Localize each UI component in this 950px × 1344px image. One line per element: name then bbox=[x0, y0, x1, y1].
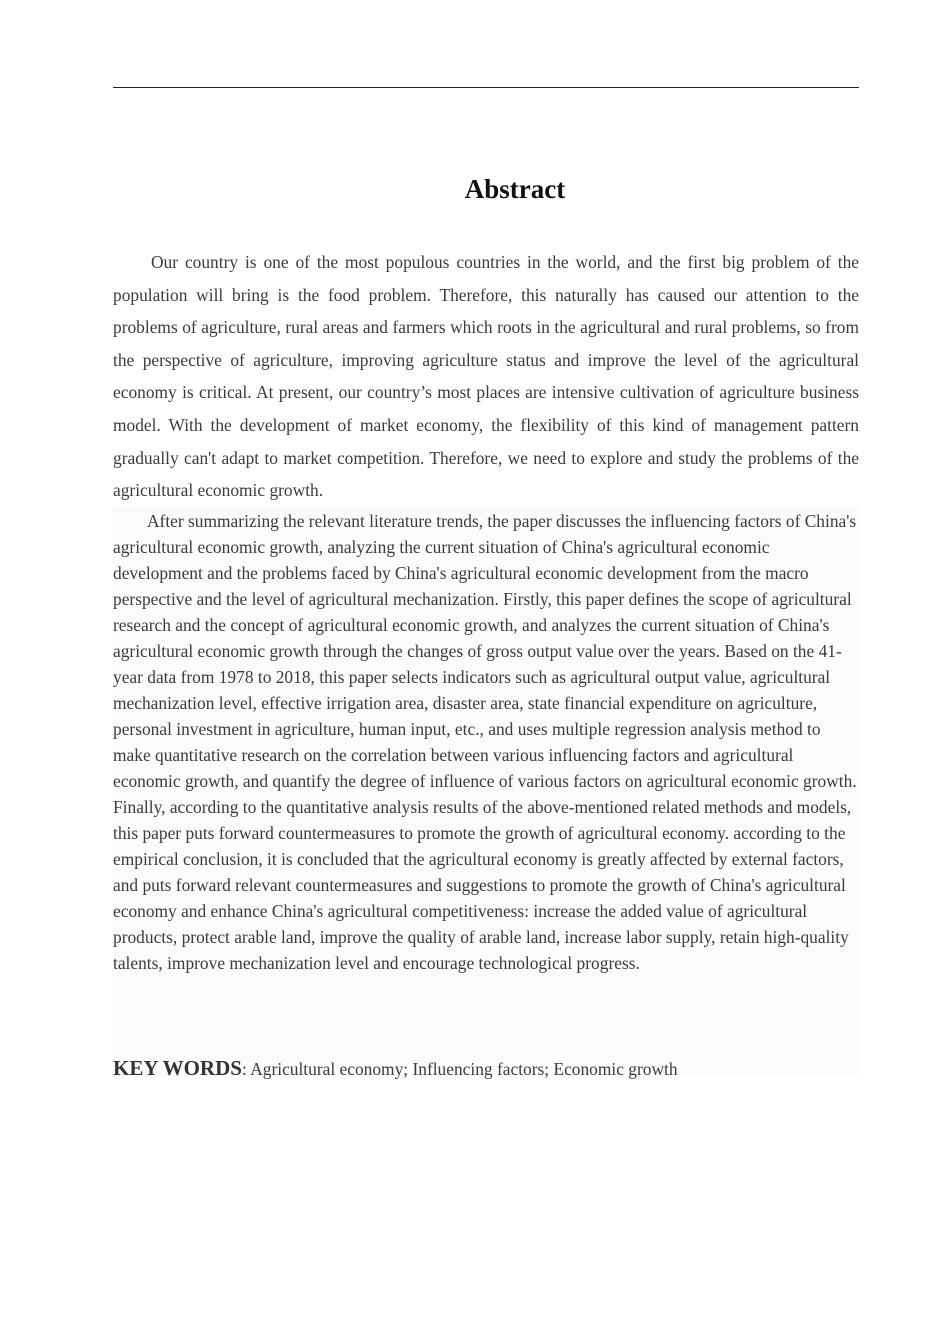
keywords-separator: : bbox=[241, 1059, 251, 1079]
header-rule bbox=[113, 87, 859, 88]
keywords-line bbox=[113, 1052, 859, 1085]
keywords-label: KEY WORDS bbox=[113, 1056, 242, 1080]
abstract-paragraph-2: After summarizing the relevant literature trends, the paper discusses the influencing factors of China's agricultural economic growth, analyzing the current situation of China's agricultural economic development and the problems faced by China's agricultural economic development from the macro perspective and the level of agricultural mechanization. Firstly, this paper defines the scope of agricultural research and the concept of agricultural economic growth, and analyzes the current situation of China's agricultural economic growth through the changes of gross output value over the years. Based on the 41-year data from 1978 to 2018, this paper selects indicators such as agricultural output value, agricultural mechanization level, effective irrigation area, disaster area, state financial expenditure on agriculture, personal investment in agriculture, human input, etc., and uses multiple regression analysis method to make quantitative research on the correlation between various influencing factors and agricultural economic growth, and quantify the degree of influence of various factors on agricultural economic growth. Finally, according to the quantitative analysis results of the above-mentioned related methods and models, this paper puts forward countermeasures to promote the growth of agricultural economy. according to the empirical conclusion, it is concluded that the agricultural economy is greatly affected by external factors, and puts forward relevant countermeasures and suggestions to promote the growth of China's agricultural economy and enhance China's agricultural competitiveness: increase the added value of agricultural products, protect arable land, improve the quality of arable land, increase labor supply, retain high-quality talents, improve mechanization level and encourage technological progress. bbox=[113, 511, 857, 973]
keywords-text: Agricultural economy; Influencing factors; Economic growth bbox=[250, 1059, 678, 1079]
page-title: Abstract bbox=[464, 174, 566, 204]
abstract-paragraph-1: Our country is one of the most populous countries in the world, and the first big problem of the population will bring is the food problem. Therefore, this naturally has caused our attention to the problems of agriculture, rural areas and farmers which roots in the agricultural and rural problems, so from the perspective of agriculture, improving agriculture status and improve the level of the agricultural economy is critical. At present, our country’s most places are intensive cultivation of agriculture business model. With the development of market economy, the flexibility of this kind of management pattern gradually can't adapt to market competition. Therefore, we need to explore and study the problems of the agricultural economic growth. bbox=[113, 252, 859, 501]
